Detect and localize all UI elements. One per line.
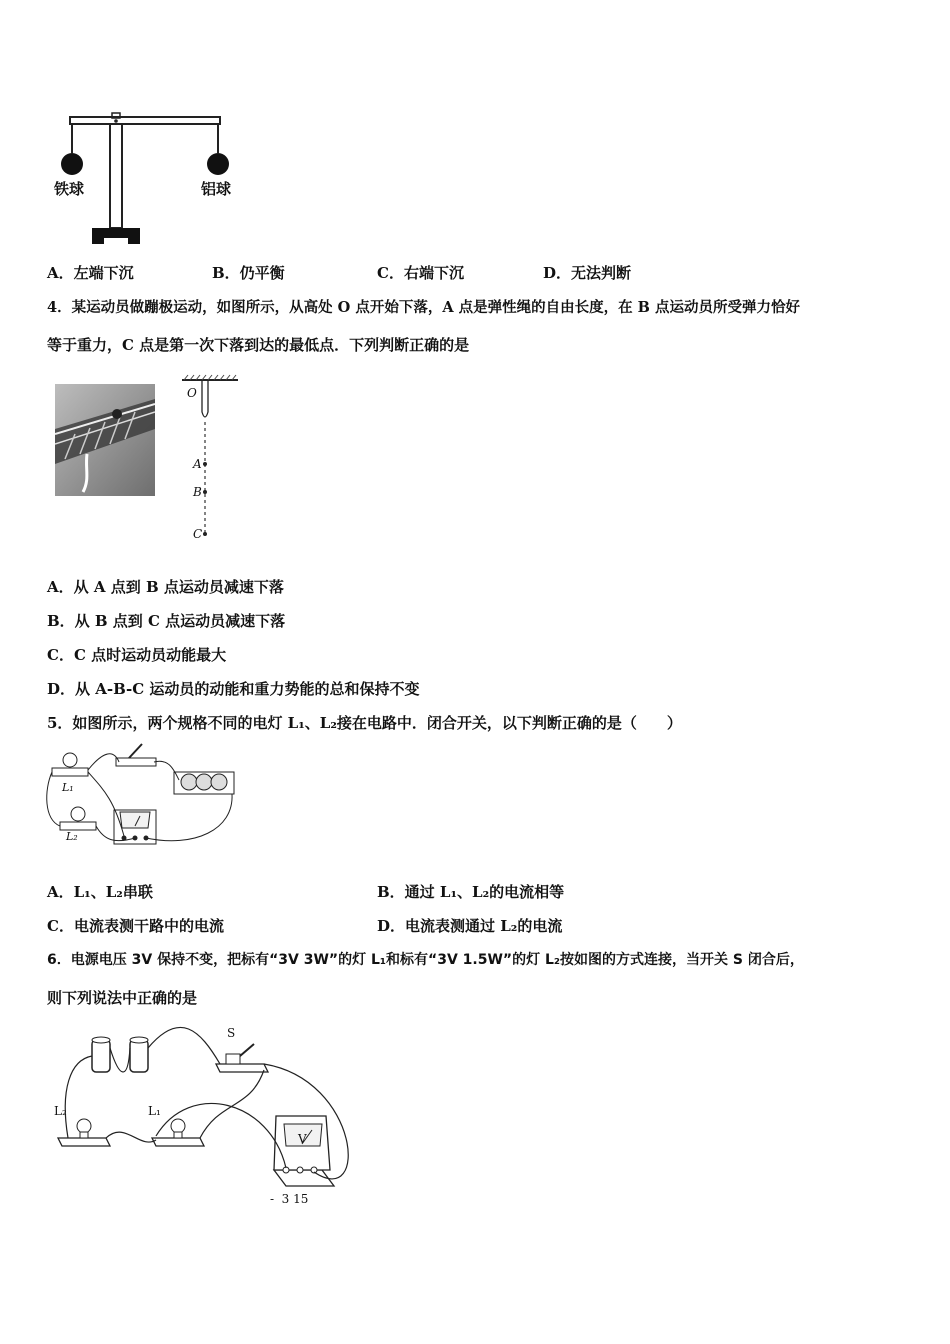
q4-option-b: B．从 B 点到 C 点运动员减速下落 [47, 612, 286, 630]
q4-stem-line1: 4．某运动员做蹦极运动，如图所示，从高处 O 点开始下落，A 点是弹性绳的自由长度，在 B 点运动员所受弹力恰好 [47, 299, 800, 316]
q6-terminals-label: - 3 15 [270, 1192, 309, 1206]
aluminum-ball-label: 铝球 [201, 180, 232, 198]
q5-stem: 5．如图所示，两个规格不同的电灯 L₁、L₂接在电路中．闭合开关，以下判断正确的是（ ） [47, 714, 682, 732]
q5-l2-label: L₂ [66, 830, 78, 843]
q4-option-a: A．从 A 点到 B 点运动员减速下落 [47, 578, 284, 596]
q5-option-c: C．电流表测干路中的电流 [47, 917, 224, 935]
q5-option-d: D．电流表测通过 L₂的电流 [377, 917, 563, 935]
bungee-photo [55, 384, 155, 496]
q5-option-a: A．L₁、L₂串联 [47, 883, 153, 901]
q3-option-c: C．右端下沉 [377, 264, 464, 282]
q3-option-b: B．仍平衡 [212, 264, 285, 282]
point-b-label: B [193, 485, 202, 499]
q6-stem-line1: 6．电源电压 3V 保持不变，把标有“3V 3W”的灯 L₁和标有“3V 1.5W”的灯 L₂按如图的方式连接，当开关 S 闭合后， [47, 952, 804, 968]
q6-switch-label: S [227, 1026, 236, 1040]
q6-stem-line2: 则下列说法中正确的是 [47, 989, 198, 1007]
circuit-figure-q6 [50, 1020, 360, 1220]
point-c-label: C [193, 527, 203, 541]
iron-ball-icon [61, 153, 83, 175]
point-a-label: A [193, 457, 202, 471]
aluminum-ball-icon [207, 153, 229, 175]
q5-l1-label: L₁ [62, 781, 74, 794]
q5-option-b: B．通过 L₁、L₂的电流相等 [377, 883, 565, 901]
q4-stem-line2: 等于重力，C 点是第一次下落到达的最低点．下列判断正确的是 [47, 336, 470, 354]
q4-option-d: D．从 A-B-C 运动员的动能和重力势能的总和保持不变 [47, 680, 420, 698]
point-o-label: O [187, 386, 197, 400]
q6-l2-label: L₂ [54, 1104, 67, 1118]
q6-l1-label: L₁ [148, 1104, 161, 1118]
q3-option-d: D．无法判断 [543, 264, 632, 282]
q4-option-c: C．C 点时运动员动能最大 [47, 646, 227, 664]
q3-option-a: A．左端下沉 [47, 264, 134, 282]
iron-ball-label: 铁球 [54, 180, 85, 198]
q6-meter-label: V [298, 1132, 307, 1146]
